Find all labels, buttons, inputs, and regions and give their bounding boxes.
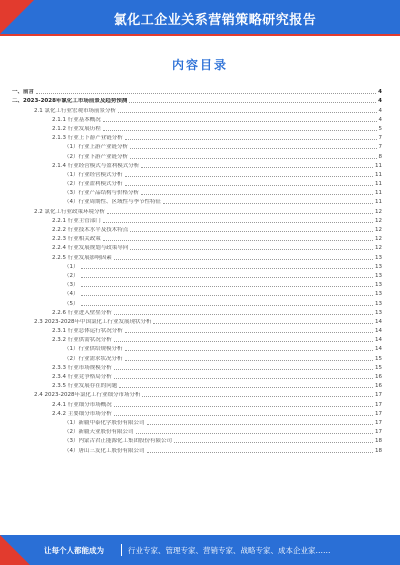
toc-page-number: 5	[378, 125, 382, 132]
toc-entry-title: 2.4.2 主要细分市场分析	[52, 410, 112, 417]
toc-leader-dots	[125, 360, 373, 361]
toc-leader-dots	[103, 222, 373, 223]
toc-entry[interactable]	[12, 380, 382, 389]
toc-leader-dots	[114, 415, 373, 416]
toc-leader-dots	[103, 240, 373, 241]
toc-entry-title: 2.3.1 行业总体运行状况分析	[52, 328, 123, 335]
report-title: 氯化工企业关系营销策略研究报告	[113, 13, 317, 28]
toc-entry[interactable]	[12, 408, 382, 417]
toc-entry[interactable]	[12, 288, 382, 297]
toc-page-number: 13	[375, 272, 382, 279]
toc-title: 内容目录	[171, 58, 228, 72]
toc-page-number: 17	[375, 429, 382, 436]
toc-leader-dots	[114, 341, 373, 342]
footer-separator	[121, 544, 122, 556]
toc-entry-title: （1）	[64, 263, 79, 270]
toc-entry-title: 2.1.1 行业基本概况	[52, 116, 101, 123]
toc-entry[interactable]	[12, 114, 382, 123]
toc-entry-title: 2.3.2 行业供需状况分析	[52, 337, 112, 344]
toc-entry[interactable]	[12, 389, 382, 398]
toc-leader-dots	[130, 231, 373, 232]
toc-entry[interactable]	[12, 187, 382, 196]
toc-page-number: 4	[378, 98, 382, 105]
toc-leader-dots	[174, 442, 373, 443]
toc-entry[interactable]	[12, 141, 382, 150]
toc-leader-dots	[125, 350, 373, 351]
toc-entry-title: （2）	[64, 272, 79, 279]
toc-leader-dots	[81, 286, 374, 287]
toc-leader-dots	[81, 268, 374, 269]
toc-leader-dots	[114, 259, 373, 260]
toc-entry-title: 2.3 2023-2028年中国氯化工行业发展现状分析	[34, 318, 152, 325]
toc-page-number: 12	[375, 217, 382, 224]
toc-entry-title: （2）行业需求状况分析	[64, 355, 123, 362]
toc-page-number: 14	[375, 318, 382, 325]
toc-leader-dots	[141, 167, 373, 168]
toc-leader-dots	[141, 194, 373, 195]
toc-entry-title: 2.4 2023-2028年氯化工行业细分市场分析	[34, 392, 141, 399]
toc-page-number: 4	[378, 116, 382, 123]
toc-page-number: 12	[375, 245, 382, 252]
toc-entry[interactable]	[12, 297, 382, 306]
toc-entry-title: （1）行业上游产业链分析	[64, 144, 129, 151]
toc-leader-dots	[163, 203, 373, 204]
toc-page-number: 16	[375, 374, 382, 380]
toc-leader-dots	[130, 148, 376, 149]
toc-page-number: 7	[378, 144, 382, 151]
toc-page-number: 12	[375, 208, 382, 215]
table-of-contents	[12, 86, 382, 454]
toc-page-number: 15	[375, 364, 382, 371]
toc-entry-title: 2.1.4 行业经营模式与盈利模式分析	[52, 162, 140, 169]
toc-page-number: 18	[375, 447, 382, 454]
toc-page-number: 17	[375, 410, 382, 417]
toc-entry[interactable]	[12, 86, 382, 95]
toc-entry-title: 2.2.1 行业主管部门	[52, 217, 101, 224]
footer-slogan-left: 让每个人都能成为	[44, 546, 104, 555]
toc-page-number: 4	[378, 89, 382, 96]
toc-entry[interactable]	[12, 371, 382, 380]
toc-page-number: 7	[378, 135, 382, 142]
toc-page-number: 17	[375, 401, 382, 408]
toc-leader-dots	[81, 277, 374, 278]
toc-entry-title: 2.3.5 行业发展存在的问题	[52, 383, 118, 390]
toc-entry[interactable]	[12, 398, 382, 407]
toc-leader-dots	[147, 424, 373, 425]
toc-entry[interactable]	[12, 178, 382, 187]
toc-entry-title: （1）新疆中泰化学股份有限公司	[64, 419, 145, 426]
toc-leader-dots	[125, 139, 377, 140]
toc-entry[interactable]	[12, 270, 382, 279]
toc-entry[interactable]	[12, 362, 382, 371]
toc-page-number: 18	[375, 438, 382, 445]
toc-entry-title: （4）	[64, 291, 79, 298]
toc-entry[interactable]	[12, 444, 382, 453]
toc-page-number: 4	[378, 107, 382, 114]
toc-page-number: 17	[375, 392, 382, 399]
footer-corner-accent	[0, 535, 30, 565]
toc-leader-dots	[107, 213, 373, 214]
toc-entry-title: 2.2.3 行业相关政策	[52, 236, 101, 243]
toc-page-number: 13	[375, 309, 382, 316]
page-footer	[0, 535, 400, 565]
toc-leader-dots	[119, 387, 373, 388]
toc-page-number: 11	[375, 190, 382, 197]
toc-entry[interactable]	[12, 316, 382, 325]
toc-leader-dots	[81, 305, 374, 306]
toc-page-number: 14	[375, 328, 382, 335]
toc-entry[interactable]	[12, 160, 382, 169]
toc-entry[interactable]	[12, 224, 382, 233]
footer-slogan-right: 行业专家、管理专家、营销专家、战略专家、成本企业家……	[128, 546, 331, 555]
toc-entry[interactable]	[12, 343, 382, 352]
toc-page-number: 11	[375, 162, 382, 169]
toc-entry-title: （3）行业产品结构与价格分析	[64, 190, 140, 197]
toc-page-number: 11	[375, 171, 382, 178]
toc-leader-dots	[153, 323, 373, 324]
toc-entry[interactable]	[12, 169, 382, 178]
toc-entry-title: 2.1 氯化工行业宏观市场前景分析	[34, 107, 116, 114]
toc-leader-dots	[125, 176, 373, 177]
toc-leader-dots	[114, 378, 373, 379]
toc-leader-dots	[147, 452, 373, 453]
toc-leader-dots	[114, 406, 373, 407]
toc-page-number: 11	[375, 199, 382, 206]
toc-page-number: 14	[375, 337, 382, 344]
toc-leader-dots	[125, 332, 373, 333]
toc-leader-dots	[130, 158, 376, 159]
toc-entry-title: （2）新疆天业股份有限公司	[64, 429, 134, 436]
toc-entry-title: 一、前言	[12, 89, 35, 96]
toc-page-number: 15	[375, 355, 382, 362]
toc-entry-title: （3）	[64, 282, 79, 289]
toc-entry[interactable]	[12, 352, 382, 361]
toc-entry-title: （4）唐山三友化工股份有限公司	[64, 447, 145, 454]
toc-entry-title: 2.1.2 行业发展历程	[52, 125, 101, 132]
toc-entry-title: （5）	[64, 300, 79, 307]
toc-entry[interactable]	[12, 279, 382, 288]
toc-entry-title: （1）行业供给规模分析	[64, 346, 123, 353]
toc-entry[interactable]	[12, 233, 382, 242]
toc-leader-dots	[130, 249, 373, 250]
toc-page-number: 13	[375, 300, 382, 307]
toc-leader-dots	[81, 295, 374, 296]
toc-leader-dots	[129, 102, 376, 103]
toc-entry-title: （1）行业经营模式分析	[64, 171, 123, 178]
toc-entry-title: （4）行业周期性、区域性与季节性特征	[64, 199, 162, 206]
toc-page-number: 11	[375, 181, 382, 188]
toc-page-number: 12	[375, 227, 382, 233]
toc-leader-dots	[125, 185, 373, 186]
toc-entry-title: 2.2.6 行业进入壁垒分析	[52, 309, 112, 316]
toc-entry[interactable]	[12, 307, 382, 316]
toc-leader-dots	[36, 93, 376, 94]
toc-page-number: 16	[375, 383, 382, 390]
page-header	[0, 0, 400, 34]
toc-entry-title: （2）行业盈利模式分析	[64, 181, 123, 188]
toc-entry[interactable]	[12, 242, 382, 251]
toc-entry-title: 2.4.1 行业细分市场概况	[52, 401, 112, 408]
toc-page-number: 17	[375, 419, 382, 426]
header-divider	[0, 34, 400, 36]
toc-leader-dots	[114, 369, 373, 370]
toc-leader-dots	[136, 433, 373, 434]
header-corner-accent	[0, 0, 34, 34]
toc-leader-dots	[103, 121, 377, 122]
toc-page-number: 13	[375, 254, 382, 261]
toc-entry[interactable]	[12, 104, 382, 113]
toc-entry[interactable]	[12, 215, 382, 224]
toc-entry[interactable]	[12, 132, 382, 141]
toc-entry[interactable]	[12, 196, 382, 205]
toc-entry[interactable]	[12, 325, 382, 334]
toc-entry-title: （3）内蒙古君正能源化工集团股份有限公司	[64, 438, 173, 445]
toc-page-number: 8	[378, 153, 382, 160]
toc-entry-title: 2.2 氯化工行业政策环境分析	[34, 208, 105, 215]
toc-leader-dots	[103, 130, 377, 131]
toc-entry[interactable]	[12, 261, 382, 270]
toc-entry[interactable]	[12, 205, 382, 214]
toc-page-number: 13	[375, 282, 382, 289]
toc-entry[interactable]	[12, 426, 382, 435]
toc-leader-dots	[118, 112, 377, 113]
toc-entry-title: 2.3.4 行业竞争格局分析	[52, 374, 112, 380]
toc-entry-title: （2）行业下游产业链分析	[64, 153, 129, 160]
toc-entry[interactable]	[12, 95, 382, 104]
toc-page-number: 13	[375, 263, 382, 270]
toc-entry[interactable]	[12, 334, 382, 343]
toc-page-number: 12	[375, 236, 382, 243]
toc-leader-dots	[114, 314, 373, 315]
toc-entry[interactable]	[12, 251, 382, 260]
toc-entry[interactable]	[12, 435, 382, 444]
toc-entry-title: 二、2023-2028年氯化工市场前景及趋势预测	[12, 98, 128, 105]
toc-leader-dots	[142, 396, 373, 397]
toc-entry-title: 2.2.4 行业发展规划与政策导向	[52, 245, 129, 252]
toc-entry[interactable]	[12, 150, 382, 159]
toc-entry[interactable]	[12, 123, 382, 132]
toc-entry-title: 2.2.5 行业发展影响因素	[52, 254, 112, 261]
toc-entry-title: 2.2.2 行业技术水平及技术特点	[52, 227, 129, 233]
toc-entry[interactable]	[12, 417, 382, 426]
toc-entry-title: 2.1.3 行业上下游产业链分析	[52, 135, 123, 142]
toc-page-number: 14	[375, 346, 382, 353]
toc-entry-title: 2.3.3 行业市场规模分析	[52, 364, 112, 371]
toc-page-number: 13	[375, 291, 382, 298]
